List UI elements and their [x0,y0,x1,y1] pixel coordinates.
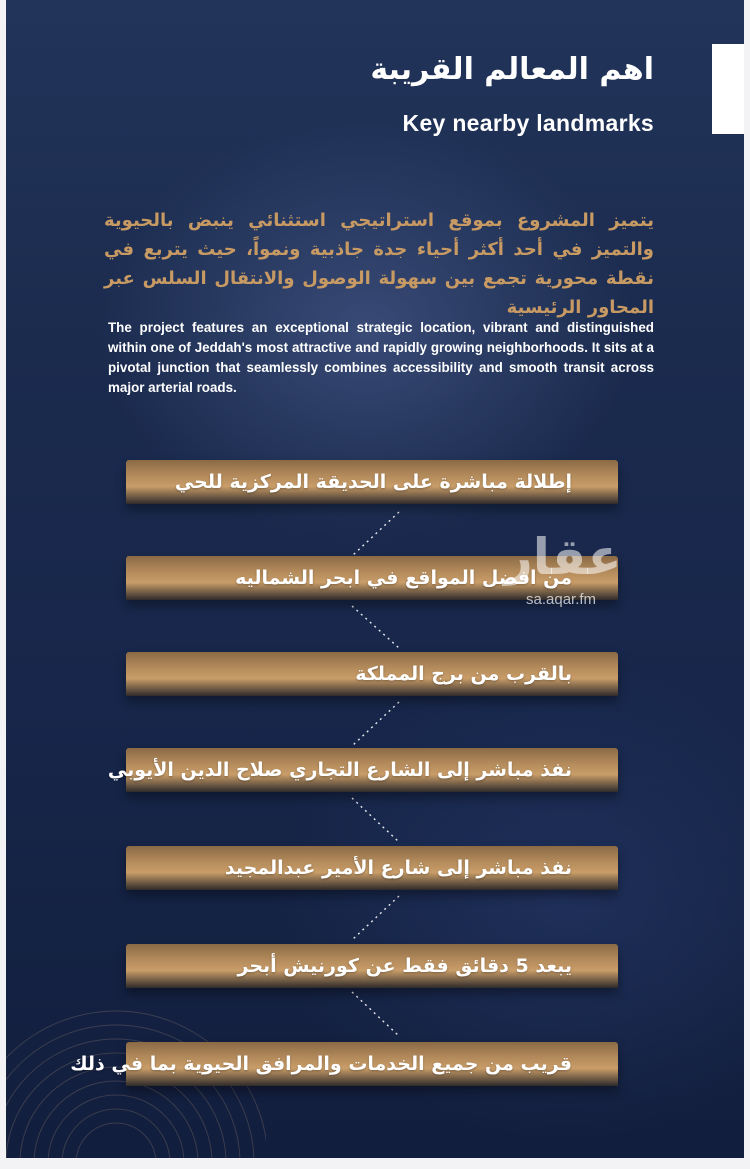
landmark-label: يبعد 5 دقائق فقط عن كورنيش أبحر [237,955,572,977]
aqar-watermark-logo: عقار [504,528,622,586]
landmark-label: قريب من جميع الخدمات والمرافق الحيوية بما في ذلك [70,1053,572,1075]
landmark-band-4 [107,748,618,792]
connector-2 [352,606,399,648]
intro-paragraph-arabic: يتميز المشروع بموقع استراتيجي استثنائي ينبض بالحيوية والتميز في أحد أكثر أحياء جدة جاذبية ونمواً، حيث يتربع في نقطة محورية تجمع بين سهولة الوصول والانتقال السلس عبر المحاور الرئيسية [104,210,654,318]
landmark-band-6 [126,944,618,988]
intro-paragraph-english: The project features an exceptional strategic location, vibrant and distinguished within one of Jeddah's most attractive and rapidly growing neighborhoods. It sits at a pivotal junction that seamlessly combines accessibility and smooth transit across major arterial roads. [108,320,654,395]
landmark-label: إطلالة مباشرة على الحديقة المركزية للحي [174,471,572,493]
page-title-arabic: اهم المعالم القريبة [370,52,654,87]
landmark-band-5 [126,846,618,890]
brochure-page [6,0,744,1158]
connector-4 [352,798,399,842]
landmark-band-3 [126,652,618,696]
aqar-watermark-url: sa.aqar.fm [526,591,597,608]
landmark-label: بالقرب من برج المملكة [355,663,572,685]
landmark-label: نفذ مباشر إلى شارع الأمير عبدالمجيد [224,857,572,879]
connector-1 [352,512,399,556]
page-title-english: Key nearby landmarks [402,110,654,136]
connector-5 [352,896,399,940]
landmark-label: نفذ مباشر إلى الشارع التجاري صلاح الدين الأيوبي [107,759,572,781]
connector-6 [352,992,399,1036]
landmark-band-7 [70,1042,618,1086]
connector-3 [352,702,399,746]
landmark-label: من افضل المواقع في ابحر الشماليه [235,567,572,589]
landmark-band-1 [126,460,618,504]
